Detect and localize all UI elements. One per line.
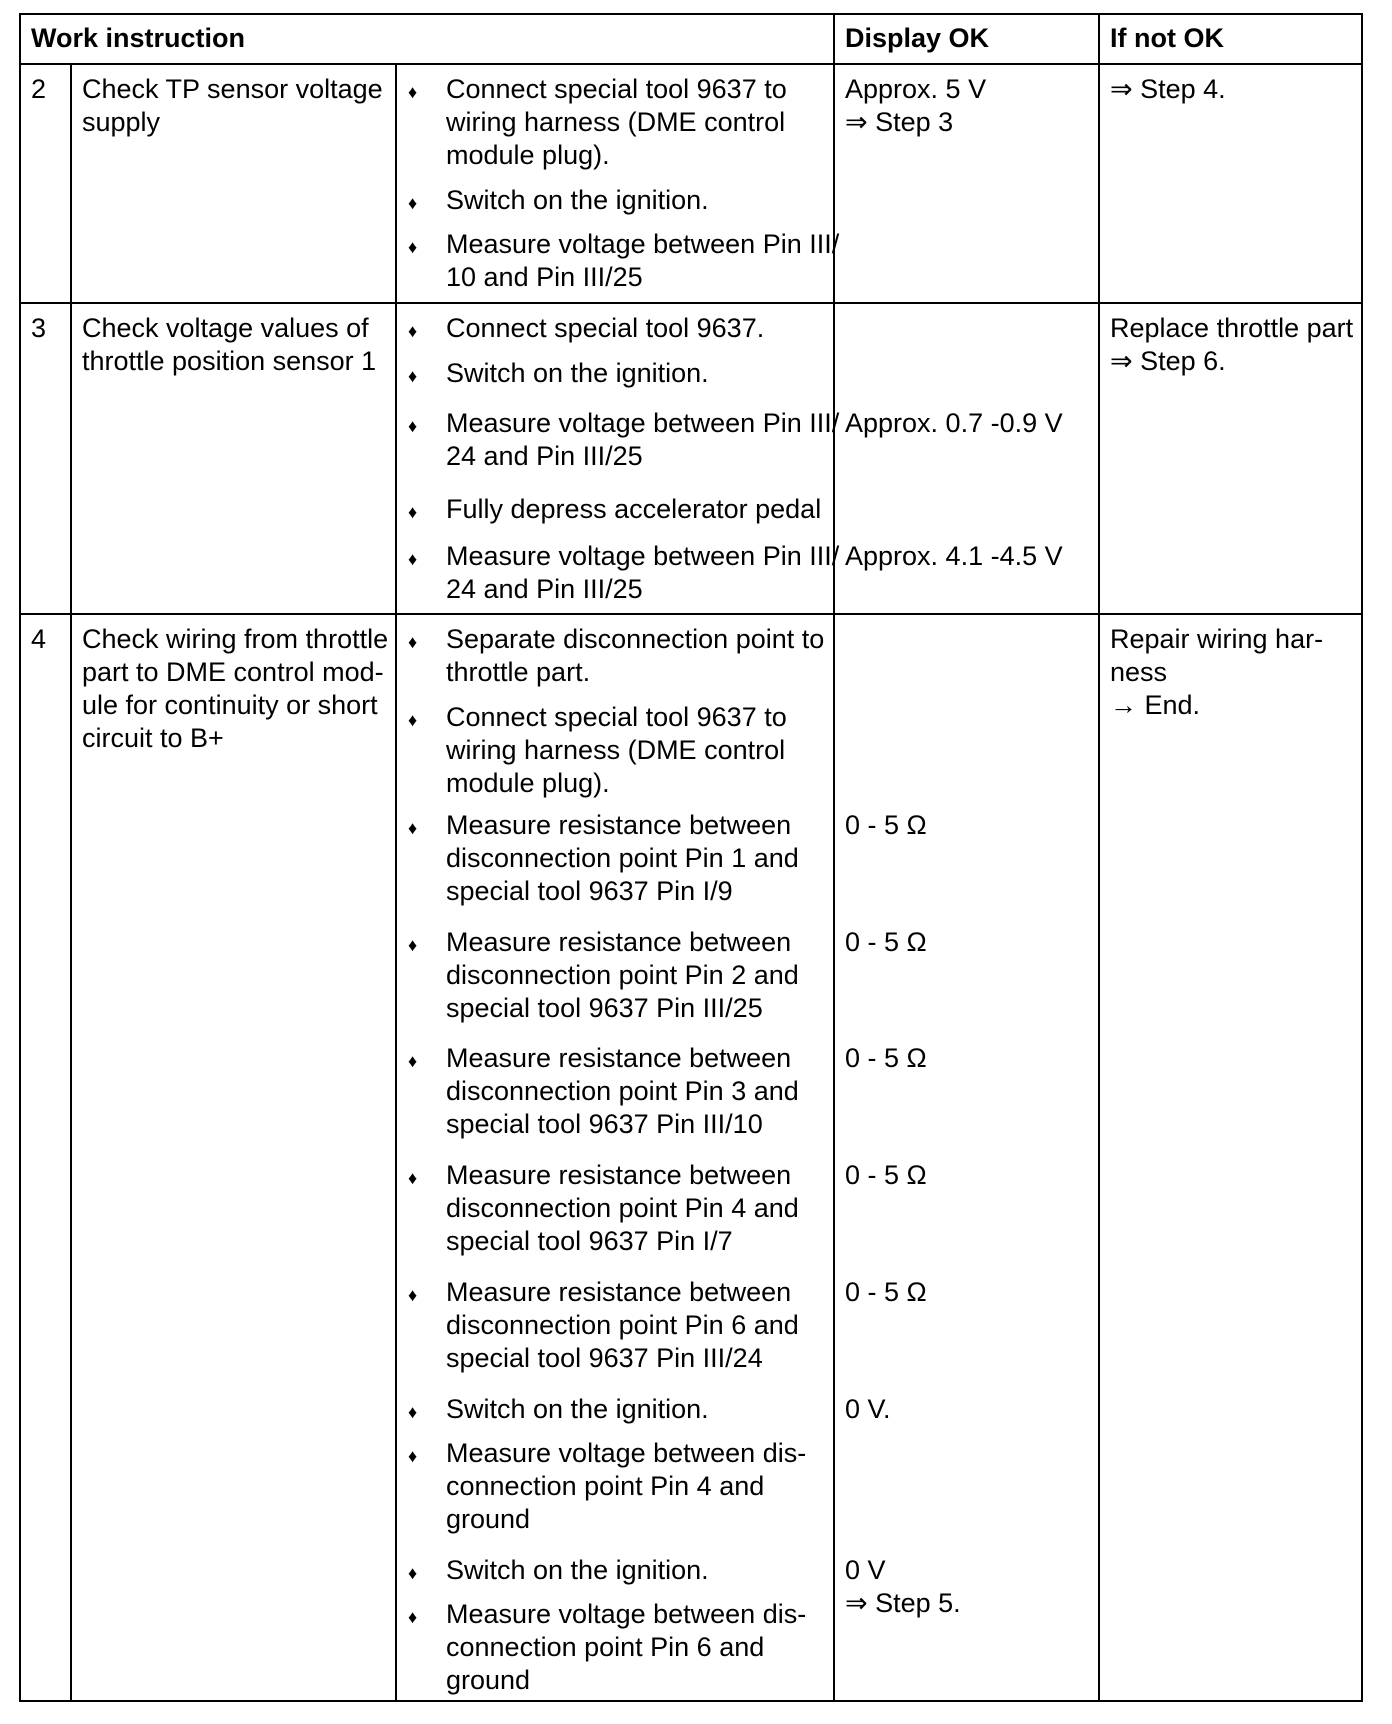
instruction-line: connection point Pin 4 and	[446, 1471, 765, 1501]
instruction-line: Measure resistance between	[446, 1160, 792, 1190]
instruction-line: 10 and Pin III/25	[446, 262, 643, 292]
instruction-line: disconnection point Pin 1 and	[446, 843, 799, 873]
bullet-diamond-icon: ♦	[408, 1446, 418, 1466]
instruction-line: connection point Pin 6 and	[446, 1632, 765, 1662]
test-description-line: Check voltage values of	[82, 313, 369, 343]
bullet-diamond-icon: ♦	[408, 1168, 418, 1188]
row-2-bottom-border	[19, 302, 1363, 304]
bullet-diamond-icon: ♦	[408, 82, 418, 102]
instruction-line: Measure voltage between dis-	[446, 1599, 807, 1629]
instruction-line: module plug).	[446, 768, 610, 798]
test-column-divider	[395, 63, 397, 1702]
instruction-line: Switch on the ignition.	[446, 185, 709, 215]
instruction-line: disconnection point Pin 2 and	[446, 960, 799, 990]
instruction-line: special tool 9637 Pin III/24	[446, 1343, 763, 1373]
instruction-line: 24 and Pin III/25	[446, 441, 643, 471]
if-not-ok-value: Repair wiring har-	[1110, 624, 1324, 654]
display-ok-value: ⇒ Step 3	[845, 107, 954, 137]
bullet-diamond-icon: ♦	[408, 1051, 418, 1071]
test-description-line: throttle position sensor 1	[82, 346, 377, 376]
instruction-line: special tool 9637 Pin I/7	[446, 1226, 733, 1256]
step-column-divider	[70, 63, 72, 1702]
bullet-diamond-icon: ♦	[408, 193, 418, 213]
test-description-line: supply	[82, 107, 161, 137]
table-left-border	[19, 13, 21, 1702]
instruction-line: Connect special tool 9637.	[446, 313, 765, 343]
bullet-diamond-icon: ♦	[408, 1607, 418, 1627]
if-not-ok-value: ⇒ Step 6.	[1110, 346, 1226, 376]
instruction-line: Separate disconnection point to	[446, 624, 825, 654]
instruction-line: module plug).	[446, 140, 610, 170]
instruction-line: ground	[446, 1504, 531, 1534]
bullet-diamond-icon: ♦	[408, 935, 418, 955]
instruction-line: disconnection point Pin 6 and	[446, 1310, 799, 1340]
instruction-line: Measure resistance between	[446, 927, 792, 957]
bullet-diamond-icon: ♦	[408, 366, 418, 386]
row-3-bottom-border	[19, 613, 1363, 615]
instruction-line: Measure voltage between Pin III/	[446, 229, 840, 259]
header-work-instruction: Work instruction	[31, 23, 246, 53]
step-number: 2	[31, 74, 47, 104]
display-ok-value: 0 - 5 Ω	[845, 1160, 927, 1190]
display-ok-value: Approx. 4.1 -4.5 V	[845, 541, 1063, 571]
instruction-line: special tool 9637 Pin III/25	[446, 993, 763, 1023]
bullet-diamond-icon: ♦	[408, 321, 418, 341]
instruction-line: special tool 9637 Pin III/10	[446, 1109, 763, 1139]
bullet-diamond-icon: ♦	[408, 502, 418, 522]
header-bottom-border	[19, 63, 1363, 65]
table-right-border	[1361, 13, 1363, 1702]
display-ok-value: 0 - 5 Ω	[845, 810, 927, 840]
bullet-diamond-icon: ♦	[408, 549, 418, 569]
display-ok-value: 0 - 5 Ω	[845, 927, 927, 957]
display-column-divider	[833, 13, 835, 1702]
bullet-diamond-icon: ♦	[408, 1402, 418, 1422]
test-description-line: Check TP sensor voltage	[82, 74, 383, 104]
instruction-line: wiring harness (DME control	[446, 735, 786, 765]
instruction-line: throttle part.	[446, 657, 591, 687]
instruction-line: Measure resistance between	[446, 1043, 792, 1073]
if-not-ok-value: → End.	[1110, 690, 1201, 720]
if-not-ok-value: Replace throttle part	[1110, 313, 1354, 343]
test-description-line: Check wiring from throttle	[82, 624, 389, 654]
display-ok-value: Approx. 0.7 -0.9 V	[845, 408, 1063, 438]
if-not-ok-value: ness	[1110, 657, 1168, 687]
instruction-line: special tool 9637 Pin I/9	[446, 876, 733, 906]
display-ok-value: ⇒ Step 5.	[845, 1588, 961, 1618]
instruction-line: wiring harness (DME control	[446, 107, 786, 137]
instruction-line: Measure voltage between Pin III/	[446, 541, 840, 571]
test-description-line: part to DME control mod-	[82, 657, 384, 687]
notok-column-divider	[1098, 13, 1100, 1702]
bullet-diamond-icon: ♦	[408, 1285, 418, 1305]
bullet-diamond-icon: ♦	[408, 710, 418, 730]
display-ok-value: 0 - 5 Ω	[845, 1277, 927, 1307]
instruction-line: disconnection point Pin 4 and	[446, 1193, 799, 1223]
display-ok-value: 0 - 5 Ω	[845, 1043, 927, 1073]
table-bottom-border	[19, 1700, 1363, 1702]
bullet-diamond-icon: ♦	[408, 818, 418, 838]
instruction-line: Measure voltage between Pin III/	[446, 408, 840, 438]
instruction-line: disconnection point Pin 3 and	[446, 1076, 799, 1106]
bullet-diamond-icon: ♦	[408, 237, 418, 257]
instruction-line: Fully depress accelerator pedal	[446, 494, 822, 524]
instruction-line: Measure resistance between	[446, 810, 792, 840]
display-ok-value: 0 V	[845, 1555, 886, 1585]
instruction-line: Measure voltage between dis-	[446, 1438, 807, 1468]
if-not-ok-value: ⇒ Step 4.	[1110, 74, 1226, 104]
instruction-line: Switch on the ignition.	[446, 1555, 709, 1585]
bullet-diamond-icon: ♦	[408, 416, 418, 436]
instruction-line: Switch on the ignition.	[446, 1394, 709, 1424]
bullet-diamond-icon: ♦	[408, 1563, 418, 1583]
instruction-line: ground	[446, 1665, 531, 1695]
instruction-line: 24 and Pin III/25	[446, 574, 643, 604]
header-display-ok: Display OK	[845, 23, 990, 53]
instruction-line: Connect special tool 9637 to	[446, 74, 787, 104]
step-number: 4	[31, 624, 47, 654]
step-number: 3	[31, 313, 47, 343]
display-ok-value: 0 V.	[845, 1394, 891, 1424]
table-top-border	[19, 13, 1363, 15]
header-if-not-ok: If not OK	[1110, 23, 1224, 53]
test-description-line: ule for continuity or short	[82, 690, 378, 720]
instruction-line: Measure resistance between	[446, 1277, 792, 1307]
test-description-line: circuit to B+	[82, 723, 224, 753]
instruction-line: Connect special tool 9637 to	[446, 702, 787, 732]
display-ok-value: Approx. 5 V	[845, 74, 987, 104]
bullet-diamond-icon: ♦	[408, 632, 418, 652]
instruction-line: Switch on the ignition.	[446, 358, 709, 388]
